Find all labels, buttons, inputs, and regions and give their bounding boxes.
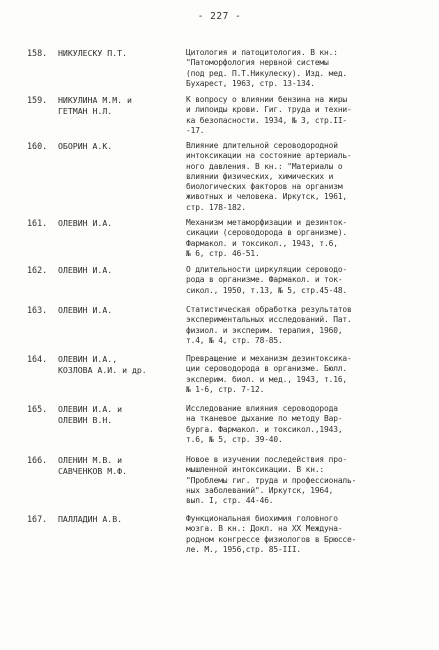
entry-authors: ОЛЕВИН И.А., КОЗЛОВА А.И. и др. [58, 354, 147, 375]
entry-reference: Исследование влияния сероводорода на тканевое дыхание по методу Вар- бурга. Фармакол. и токсикол.,1943, т.6, № 5, стр. 39-40. [186, 404, 343, 444]
entry-reference: Новое в изучении последействия про- мышленной интоксикации. В кн.: "Проблемы гиг. труда и профессиональ- ных заболеваний". Иркутск, 1964, вып. I, стр. 44-46. [186, 455, 357, 506]
entry-reference: Статистическая обработка результатов экспериментальных исследований. Пат. физиол. и эксперим. терапия, 1960, т.4, № 4, стр. 78-85. [186, 305, 352, 345]
entry-reference: Цитология и патоцитология. В кн.: "Патоморфология нервной системы (под ред. П.Т.Никулеску). Изд. мед. Бухарест, 1963, стр. 13-134. [186, 48, 348, 88]
entry-number: 163. [27, 305, 48, 315]
entry-reference: К вопросу о влиянии бензина на жиры и липоиды крови. Гиг. труда и техни- ка безопасности. 1934, № 3, стр.II- -17. [186, 95, 352, 135]
entry-authors: НИКУЛИНА М.М. и ГЕТМАН Н.Л. [58, 95, 132, 116]
entry-authors: ОЛЕВИН И.А. [58, 305, 113, 315]
entry-number: 161. [27, 218, 48, 228]
entry-number: 159. [27, 95, 48, 105]
entry-number: 162. [27, 265, 48, 275]
entry-reference: Функциональная биохимия головного мозга. В кн.: Докл. на XX Междуна- родном конгрессе физиологов в Брюссе- ле. М., 1956,стр. 85-III. [186, 514, 357, 554]
entry-authors: ОЛЕВИН И.А. [58, 265, 113, 275]
entry-number: 158. [27, 48, 48, 58]
entry-number: 166. [27, 455, 48, 465]
entry-reference: Механизм метаморфизации и дезинток- сикации (сероводорода в организме). Фармакол. и токсикол., 1943, т.6, № 6, стр. 46-51. [186, 218, 348, 258]
entry-authors: ОБОРИН А.К. [58, 141, 113, 151]
entry-reference: Превращение и механизм дезинтоксика- ции сероводорода в организме. Бюлл. эксперим. биол. и мед., 1943, т.16, № 1-6, стр. 7-12. [186, 354, 352, 394]
entry-authors: ПАЛЛАДИН А.В. [58, 514, 123, 524]
entry-reference: Влияние длительной сероводородной интоксикации на состояние артериаль- ного давления. В кн.: "Материалы о влиянии физических, химических и биологических факторов на организм животных и человека. Иркутск, 1961, стр. 178-182. [186, 141, 352, 212]
entry-authors: НИКУЛЕСКУ П.Т. [58, 48, 128, 58]
entry-number: 165. [27, 404, 48, 414]
entry-number: 167. [27, 514, 48, 524]
page-number: - 227 - [197, 11, 242, 22]
entry-authors: ОЛЕВИН И.А. и ОЛЕВИН В.Н. [58, 404, 123, 425]
entry-reference: О длительности циркуляции сероводо- рода в организме. Фармакол. и ток- сикол., 1950, т.13, № 5, стр.45-48. [186, 265, 348, 295]
entry-number: 164. [27, 354, 48, 364]
entry-authors: ОЛЕНИН М.В. и САВЧЕНКОВ М.Ф. [58, 455, 128, 476]
entry-number: 160. [27, 141, 48, 151]
entry-authors: ОЛЕВИН И.А. [58, 218, 113, 228]
